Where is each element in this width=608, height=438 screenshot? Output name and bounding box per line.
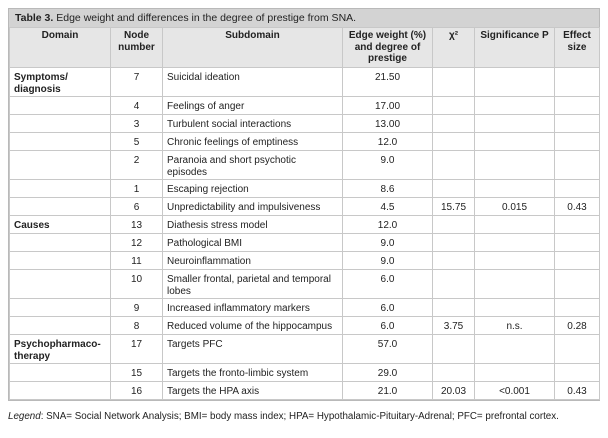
cell-domain: [10, 364, 111, 382]
cell-node-number: 6: [111, 198, 163, 216]
cell-effect-size: [555, 115, 600, 133]
cell-edge-weight: 12.0: [343, 216, 433, 234]
cell-chi-square: [433, 252, 475, 270]
legend-label: Legend: [8, 411, 41, 422]
cell-chi-square: [433, 97, 475, 115]
header-edge-weight: Edge weight (%) and degree of prestige: [343, 28, 433, 68]
cell-edge-weight: 4.5: [343, 198, 433, 216]
cell-significance: [475, 115, 555, 133]
cell-effect-size: [555, 270, 600, 299]
cell-chi-square: [433, 68, 475, 97]
cell-node-number: 11: [111, 252, 163, 270]
cell-subdomain: Diathesis stress model: [163, 216, 343, 234]
cell-chi-square: [433, 151, 475, 180]
cell-significance: [475, 151, 555, 180]
cell-edge-weight: 21.50: [343, 68, 433, 97]
cell-effect-size: [555, 335, 600, 364]
cell-significance: [475, 133, 555, 151]
table-row: [10, 299, 600, 317]
cell-effect-size: [555, 364, 600, 382]
cell-domain: [10, 270, 111, 299]
cell-chi-square: 20.03: [433, 382, 475, 400]
cell-node-number: 5: [111, 133, 163, 151]
cell-subdomain: Increased inflammatory markers: [163, 299, 343, 317]
cell-node-number: 17: [111, 335, 163, 364]
cell-significance: [475, 97, 555, 115]
cell-domain: Psychopharmaco-therapy: [10, 335, 111, 364]
header-chi-square: χ²: [433, 28, 475, 68]
cell-chi-square: [433, 270, 475, 299]
cell-node-number: 3: [111, 115, 163, 133]
header-node-number: Node number: [111, 28, 163, 68]
cell-chi-square: [433, 216, 475, 234]
cell-edge-weight: 9.0: [343, 234, 433, 252]
cell-domain: [10, 180, 111, 198]
table-row: [10, 115, 600, 133]
cell-edge-weight: 9.0: [343, 252, 433, 270]
cell-chi-square: [433, 364, 475, 382]
cell-significance: 0.015: [475, 198, 555, 216]
caption-label: Table 3.: [15, 12, 54, 24]
cell-subdomain: Unpredictability and impulsiveness: [163, 198, 343, 216]
cell-chi-square: [433, 299, 475, 317]
cell-node-number: 1: [111, 180, 163, 198]
cell-chi-square: [433, 180, 475, 198]
cell-edge-weight: 17.00: [343, 97, 433, 115]
table-row: [10, 216, 600, 234]
cell-subdomain: Targets PFC: [163, 335, 343, 364]
table-row: [10, 180, 600, 198]
cell-significance: <0.001: [475, 382, 555, 400]
cell-significance: [475, 216, 555, 234]
table-row: [10, 198, 600, 216]
legend-text: : SNA= Social Network Analysis; BMI= body mass index; HPA= Hypothalamic-Pituitary-Adrenal; PFC= prefrontal cortex.: [40, 411, 559, 422]
cell-effect-size: [555, 133, 600, 151]
cell-domain: [10, 317, 111, 335]
cell-significance: [475, 299, 555, 317]
cell-edge-weight: 6.0: [343, 299, 433, 317]
table-row: [10, 133, 600, 151]
cell-domain: [10, 115, 111, 133]
table-row: [10, 382, 600, 400]
cell-node-number: 8: [111, 317, 163, 335]
cell-chi-square: [433, 234, 475, 252]
cell-edge-weight: 8.6: [343, 180, 433, 198]
cell-effect-size: 0.43: [555, 382, 600, 400]
cell-domain: Symptoms/ diagnosis: [10, 68, 111, 97]
caption-text: Edge weight and differences in the degree of prestige from SNA.: [56, 12, 357, 24]
table-row: [10, 335, 600, 364]
data-table: [8, 8, 600, 401]
cell-significance: [475, 234, 555, 252]
cell-effect-size: [555, 68, 600, 97]
cell-chi-square: [433, 335, 475, 364]
cell-subdomain: Pathological BMI: [163, 234, 343, 252]
cell-effect-size: [555, 151, 600, 180]
cell-significance: [475, 252, 555, 270]
cell-effect-size: 0.43: [555, 198, 600, 216]
cell-domain: [10, 97, 111, 115]
cell-node-number: 12: [111, 234, 163, 252]
cell-edge-weight: 6.0: [343, 317, 433, 335]
cell-significance: n.s.: [475, 317, 555, 335]
cell-subdomain: Smaller frontal, parietal and temporal lobes: [163, 270, 343, 299]
cell-significance: [475, 335, 555, 364]
cell-node-number: 15: [111, 364, 163, 382]
table-row: [10, 97, 600, 115]
table-legend: [8, 411, 600, 422]
cell-domain: [10, 133, 111, 151]
cell-node-number: 16: [111, 382, 163, 400]
cell-significance: [475, 180, 555, 198]
cell-domain: [10, 252, 111, 270]
cell-node-number: 4: [111, 97, 163, 115]
cell-effect-size: 0.28: [555, 317, 600, 335]
cell-effect-size: [555, 234, 600, 252]
cell-domain: [10, 198, 111, 216]
header-subdomain: Subdomain: [163, 28, 343, 68]
cell-subdomain: Paranoia and short psychotic episodes: [163, 151, 343, 180]
cell-edge-weight: 9.0: [343, 151, 433, 180]
header-significance: Significance P: [475, 28, 555, 68]
table-row: [10, 364, 600, 382]
table-row: [10, 317, 600, 335]
cell-chi-square: [433, 133, 475, 151]
cell-domain: [10, 382, 111, 400]
table-row: [10, 151, 600, 180]
cell-subdomain: Suicidal ideation: [163, 68, 343, 97]
cell-effect-size: [555, 216, 600, 234]
cell-subdomain: Turbulent social interactions: [163, 115, 343, 133]
table-row: [10, 270, 600, 299]
cell-significance: [475, 68, 555, 97]
cell-significance: [475, 270, 555, 299]
cell-node-number: 13: [111, 216, 163, 234]
cell-effect-size: [555, 252, 600, 270]
table-header: [10, 28, 600, 68]
cell-node-number: 7: [111, 68, 163, 97]
table-caption: [9, 9, 599, 27]
header-domain: Domain: [10, 28, 111, 68]
table-grid: [9, 27, 600, 400]
cell-subdomain: Targets the HPA axis: [163, 382, 343, 400]
cell-subdomain: Chronic feelings of emptiness: [163, 133, 343, 151]
cell-edge-weight: 29.0: [343, 364, 433, 382]
cell-node-number: 9: [111, 299, 163, 317]
cell-subdomain: Neuroinflammation: [163, 252, 343, 270]
cell-chi-square: 15.75: [433, 198, 475, 216]
cell-significance: [475, 364, 555, 382]
cell-chi-square: 3.75: [433, 317, 475, 335]
cell-domain: Causes: [10, 216, 111, 234]
cell-node-number: 2: [111, 151, 163, 180]
cell-node-number: 10: [111, 270, 163, 299]
table-row: [10, 68, 600, 97]
cell-edge-weight: 57.0: [343, 335, 433, 364]
cell-domain: [10, 234, 111, 252]
cell-chi-square: [433, 115, 475, 133]
cell-domain: [10, 299, 111, 317]
cell-domain: [10, 151, 111, 180]
cell-effect-size: [555, 97, 600, 115]
cell-edge-weight: 12.0: [343, 133, 433, 151]
table-row: [10, 252, 600, 270]
cell-edge-weight: 6.0: [343, 270, 433, 299]
cell-edge-weight: 13.00: [343, 115, 433, 133]
cell-subdomain: Feelings of anger: [163, 97, 343, 115]
cell-subdomain: Reduced volume of the hippocampus: [163, 317, 343, 335]
cell-edge-weight: 21.0: [343, 382, 433, 400]
cell-effect-size: [555, 299, 600, 317]
cell-subdomain: Escaping rejection: [163, 180, 343, 198]
table-row: [10, 234, 600, 252]
cell-subdomain: Targets the fronto-limbic system: [163, 364, 343, 382]
cell-effect-size: [555, 180, 600, 198]
header-effect-size: Effect size: [555, 28, 600, 68]
table-body: [10, 68, 600, 400]
